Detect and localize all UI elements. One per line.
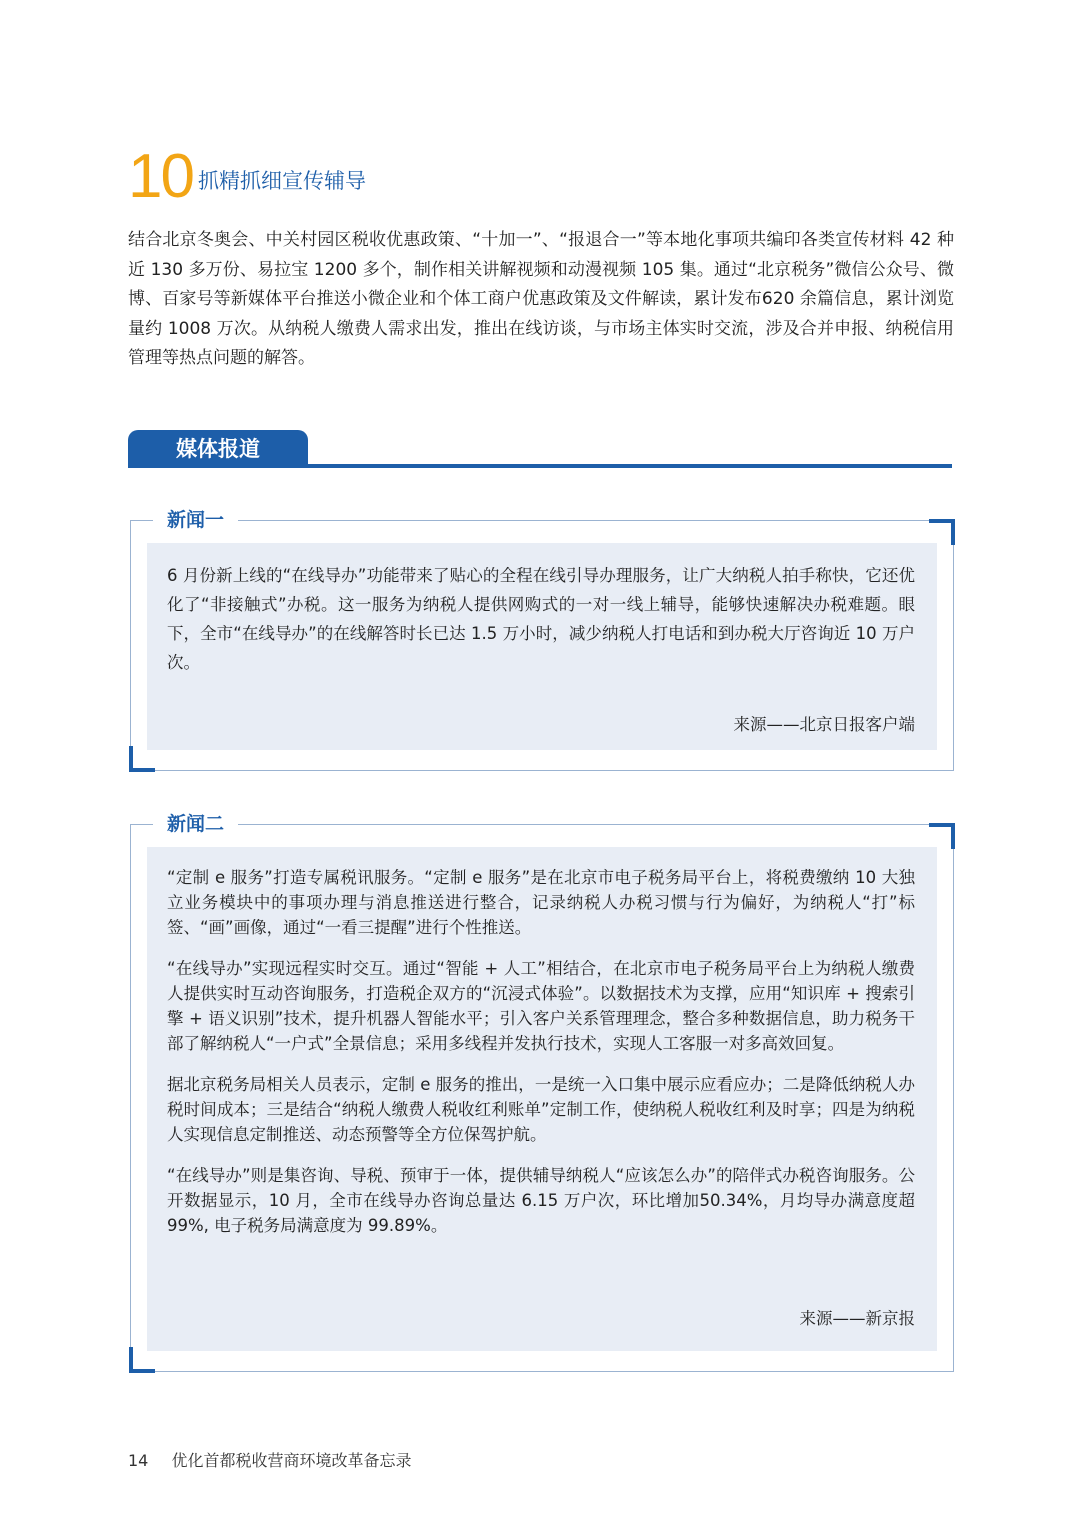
news-1-paragraph-1: 6 月份新上线的“在线导办”功能带来了贴心的全程在线引导办理服务，让广大纳税人拍手称快，它还优化了“非接触式”办税。这一服务为纳税人提供网购式的一对一线上辅导，能够快速解决办税难题。眼下，全市“在线导办”的在线解答时长已达 1.5 万小时，减少纳税人打电话和到办税大厅咨询近 10 万户次。 bbox=[167, 566, 915, 672]
news-2-paragraph-1: “定制 e 服务”打造专属税讯服务。“定制 e 服务”是在北京市电子税务局平台上，将税费缴纳 10 大独立业务模块中的事项办理与消息推送进行整合，记录纳税人办税习惯与行为偏好，为纳税人“打”标签、“画”画像，通过“一看三提醒”进行个性推送。 bbox=[167, 868, 915, 937]
section-number: 10 bbox=[128, 142, 193, 211]
news-2-body bbox=[147, 847, 937, 1351]
news-2-paragraph-2: “在线导办”实现远程实时交互。通过“智能 + 人工”相结合，在北京市电子税务局平台上为纳税人缴费人提供实时互动咨询服务，打造税企双方的“沉浸式体验”。以数据技术为支撑，应用“知识库 + 搜索引擎 + 语义识别”技术，提升机器人智能水平；引入客户关系管理理念，整合多种数据信息，助力税务干部了解纳税人“一户式”全景信息；采用多线程并发执行技术，实现人工客服一对多高效回复。 bbox=[167, 959, 915, 1053]
news-1-source: 来源——北京日报客户端 bbox=[733, 715, 915, 734]
news-2-paragraph-3: 据北京税务局相关人员表示，定制 e 服务的推出，一是统一入口集中展示应看应办；二是降低纳税人办税时间成本；三是结合“纳税人缴费人税收红利账单”定制工作，使纳税人税收红利及时享；四是为纳税人实现信息定制推送、动态预警等全方位保驾护航。 bbox=[167, 1075, 915, 1144]
frame-corner-top-right bbox=[929, 519, 955, 545]
news-card-1 bbox=[130, 509, 954, 771]
news-2-label: 新闻二 bbox=[153, 811, 238, 837]
news-1-label: 新闻一 bbox=[153, 507, 238, 533]
document-title: 优化首都税收营商环境改革备忘录 bbox=[171, 1451, 412, 1470]
page-number: 14 bbox=[128, 1451, 149, 1470]
media-report-tab: 媒体报道 bbox=[128, 430, 308, 466]
section-title: 抓精抓细宣传辅导 bbox=[198, 169, 366, 193]
intro-paragraph: 结合北京冬奥会、中关村园区税收优惠政策、“十加一”、“报退合一”等本地化事项共编印各类宣传材料 42 种近 130 多万份、易拉宝 1200 多个，制作相关讲解视频和动漫视频 105 集。通过“北京税务”微信公众号、微博、百家号等新媒体平台推送小微企业和个体工商户优惠政策及文件解读，累计发布620 余篇信息，累计浏览量约 1008 万次。从纳税人缴费人需求出发，推出在线访谈，与市场主体实时交流，涉及合并申报、纳税信用管理等热点问题的解答。 bbox=[128, 230, 954, 368]
news-2-source: 来源——新京报 bbox=[799, 1309, 915, 1328]
page-footer bbox=[128, 1448, 411, 1471]
news-card-2 bbox=[130, 813, 954, 1372]
news-2-paragraph-4: “在线导办”则是集咨询、导税、预审于一体，提供辅导纳税人“应该怎么办”的陪伴式办税咨询服务。公开数据显示，10 月，全市在线导办咨询总量达 6.15 万户次，环比增加50.34%，月均导办满意度超 99%, 电子税务局满意度为 99.89%。 bbox=[167, 1166, 915, 1235]
news-1-body bbox=[147, 543, 937, 750]
media-divider bbox=[128, 464, 952, 468]
frame-corner-top-right bbox=[929, 823, 955, 849]
